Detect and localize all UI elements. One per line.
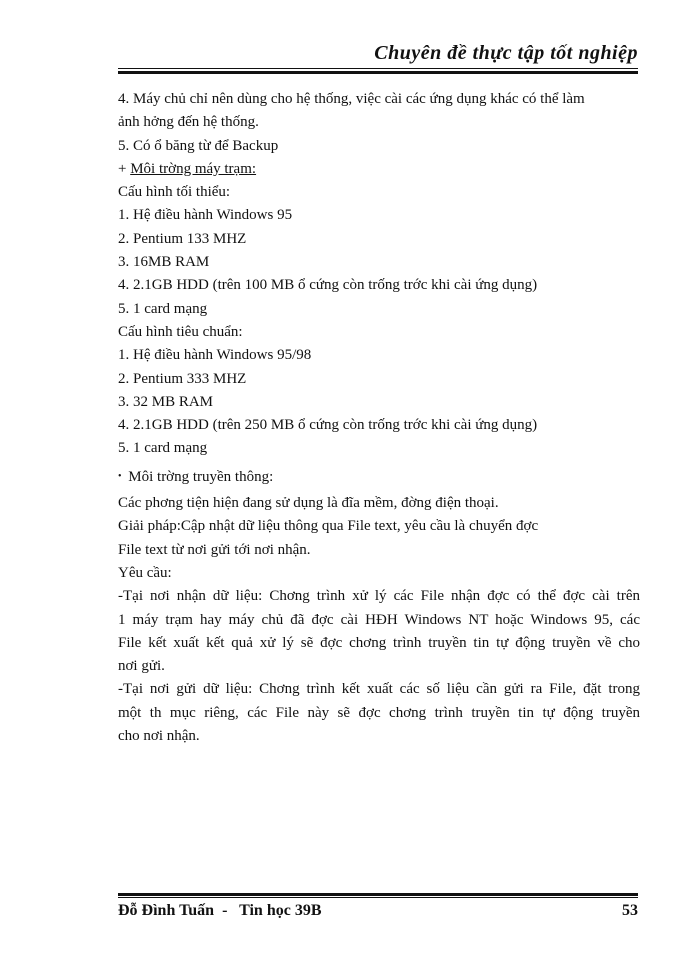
page-footer (118, 900, 638, 922)
footer-rule-thin (118, 897, 638, 898)
section-heading (118, 465, 640, 488)
body-line: Các phơng tiện hiện đang sử dụng là đĩa mềm, đờng điện thoại. (118, 495, 499, 512)
body-line: 3. 16MB RAM (118, 254, 210, 271)
body-line: 1 máy trạm hay máy chủ đã đợc cài HĐH Windows NT hoặc Windows 95, các (118, 611, 640, 628)
body-line: nơi gửi. (118, 658, 165, 675)
body-line: 5. 1 card mạng (118, 300, 208, 317)
body-line: -Tại nơi gửi dữ liệu: Chơng trình kết xuất các số liệu cần gửi ra File, đặt trong (118, 681, 640, 698)
body-line: ảnh hởng đến hệ thống. (118, 114, 259, 131)
bullet-icon: • (118, 470, 122, 482)
body-line: 5. 1 card mạng (118, 440, 208, 457)
body-line: 1. Hệ điều hành Windows 95 (118, 207, 293, 224)
body-line: 5. Có ổ băng từ để Backup (118, 137, 279, 154)
body-line: Yêu cầu: (118, 564, 172, 581)
body-line: 1. Hệ điều hành Windows 95/98 (118, 347, 312, 364)
body-line: một th mục riêng, các File này sẽ đợc chơng trình truyền tin tự động truyền (118, 704, 640, 721)
footer-rule-thick (118, 893, 638, 896)
page-header-title: Chuyên đề thực tập tốt nghiệp (374, 42, 638, 64)
body-line: 4. 2.1GB HDD (trên 100 MB ổ cứng còn trống trớc khi cài ứng dụng) (118, 277, 538, 294)
body-line: -Tại nơi nhận dữ liệu: Chơng trình xử lý các File nhận đợc có thể đợc cài trên (118, 588, 640, 605)
body-line: cho nơi nhận. (118, 728, 200, 745)
body-line: 4. 2.1GB HDD (trên 250 MB ổ cứng còn trống trớc khi cài ứng dụng) (118, 417, 538, 434)
body-line: 2. Pentium 133 MHZ (118, 230, 247, 247)
section-heading-text: Môi trờng máy trạm: (130, 160, 257, 177)
body-line: File text từ nơi gửi tới nơi nhận. (118, 541, 311, 558)
header-rule-thick (118, 71, 638, 74)
body-line: Cấu hình tối thiểu: (118, 184, 231, 201)
section-heading-text: Môi trờng truyền thông: (128, 468, 274, 485)
header-rule-thin (118, 68, 638, 69)
plus-marker: + (118, 160, 127, 177)
footer-author-class: Đỗ Đình Tuấn - Tin học 39B (118, 902, 322, 919)
body-line: 2. Pentium 333 MHZ (118, 370, 247, 387)
body-line: File kết xuất kết quả xử lý sẽ đợc chơng trình truyền tin tự động truyền về cho (118, 634, 640, 651)
body-line: 3. 32 MB RAM (118, 393, 214, 410)
body-line: Cấu hình tiêu chuẩn: (118, 323, 243, 340)
footer-page-number: 53 (622, 902, 638, 919)
document-body (118, 88, 640, 748)
body-line: Giải pháp:Cập nhật dữ liệu thông qua File text, yêu cầu là chuyển đợc (118, 518, 539, 535)
section-heading (118, 158, 640, 181)
body-line: 4. Máy chủ chỉ nên dùng cho hệ thống, việc cài các ứng dụng khác có thể làm (118, 91, 585, 107)
